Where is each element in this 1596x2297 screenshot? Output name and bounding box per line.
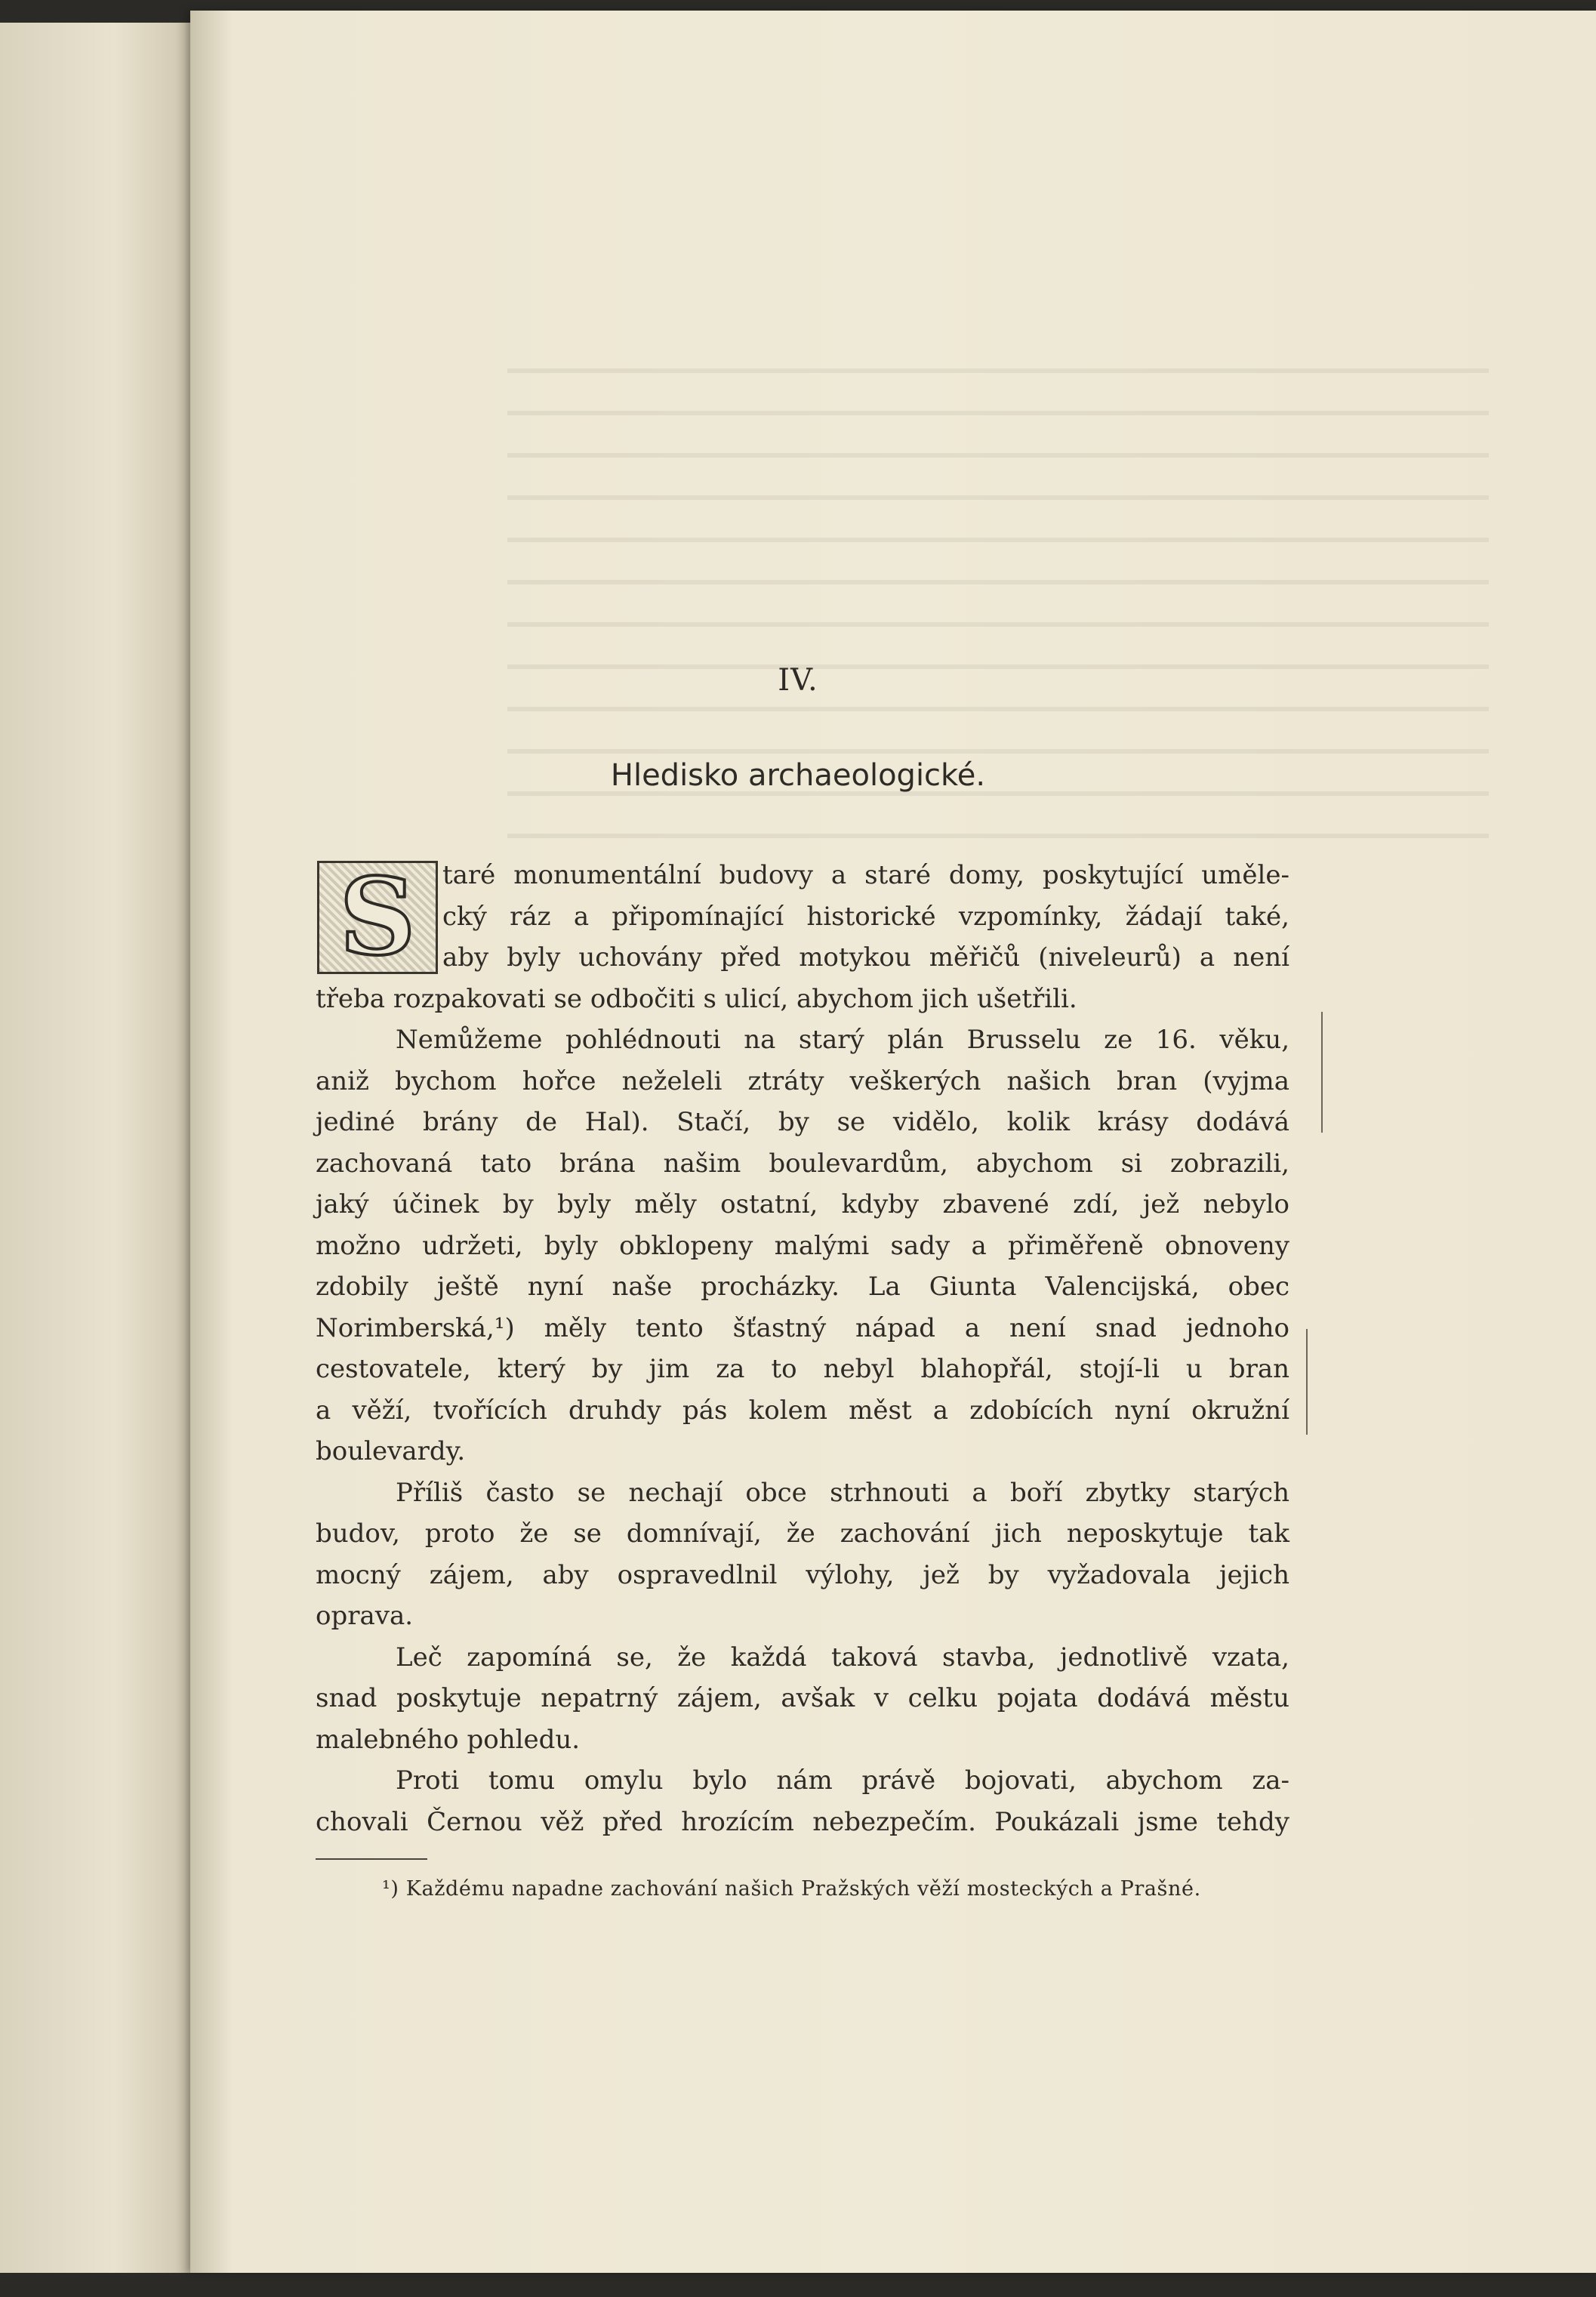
text-line: jaký účinek by byly měly ostatní, kdyby zbavené zdí, jež nebylo — [316, 1189, 1289, 1219]
text-line: snad poskytuje nepatrný zájem, avšak v celku pojata dodává městu — [316, 1683, 1289, 1713]
text-line: Proti tomu omylu bylo nám právě bojovati, abychom za- — [396, 1765, 1289, 1796]
text-line: taré monumentální budovy a staré domy, poskytující uměle- — [442, 860, 1289, 890]
chapter-number: IV. — [778, 663, 818, 698]
body-text — [316, 855, 1289, 1842]
text-line: malebného pohledu. — [316, 1724, 581, 1755]
ornamental-drop-cap — [317, 856, 438, 979]
drop-cap-letter: S — [339, 856, 416, 979]
text-line: Nemůžeme pohlédnouti na starý plán Brusselu ze 16. věku, — [396, 1025, 1289, 1055]
text-line: aniž bychom hořce neželeli ztráty veškerých našich bran (vyjma — [316, 1065, 1289, 1096]
text-line: mocný zájem, aby ospravedlnil výlohy, jež by vyžadovala jejich — [316, 1559, 1289, 1590]
text-line: chovali Černou věž před hrozícím nebezpečím. Poukázali jsme tehdy — [316, 1806, 1289, 1837]
text-line: možno udržeti, byly obklopeny malými sady a přiměřeně obnoveny — [316, 1230, 1289, 1261]
pencil-margin-mark — [1321, 1012, 1323, 1133]
text-line: a věží, tvořících druhdy pás kolem měst a zdobících nyní okružní — [316, 1395, 1289, 1426]
footnote: ¹) Každému napadne zachování našich Pražských věží mosteckých a Prašné. — [382, 1877, 1201, 1901]
text-line: Norimberská,¹) měly tento šťastný nápad a není snad jednoho — [316, 1312, 1289, 1343]
text-line: jediné brány de Hal). Stačí, by se vidělo, kolik krásy dodává — [316, 1107, 1289, 1137]
text-line: zachovaná tato brána našim boulevardům, abychom si zobrazili, — [316, 1148, 1289, 1179]
text-line: zdobily ještě nyní naše procházky. La Giunta Valencijská, obec — [316, 1272, 1289, 1302]
footnote-rule — [316, 1858, 427, 1860]
text-line: cestovatele, který by jim za to nebyl blahopřál, stojí-li u bran — [316, 1354, 1289, 1384]
text-line: boulevardy. — [316, 1436, 466, 1466]
text-line: Leč zapomíná se, že každá taková stavba, jednotlivě vzata, — [396, 1642, 1289, 1673]
text-line: oprava. — [316, 1601, 414, 1631]
text-line: Příliš často se nechají obce strhnouti a boří zbytky starých — [396, 1477, 1289, 1508]
previous-page-edge — [0, 23, 190, 2273]
pencil-margin-mark — [1306, 1329, 1308, 1435]
chapter-title: Hledisko archaeologické. — [610, 758, 986, 793]
text-line: třeba rozpakovati se odbočiti s ulicí, abychom jich ušetřili. — [316, 983, 1077, 1014]
text-line: cký ráz a připomínající historické vzpomínky, žádají také, — [442, 901, 1289, 932]
text-line: aby byly uchovány před motykou měřičů (niveleurů) a není — [442, 942, 1289, 973]
text-line: budov, proto že se domnívají, že zachování jich neposkytuje tak — [316, 1518, 1289, 1549]
